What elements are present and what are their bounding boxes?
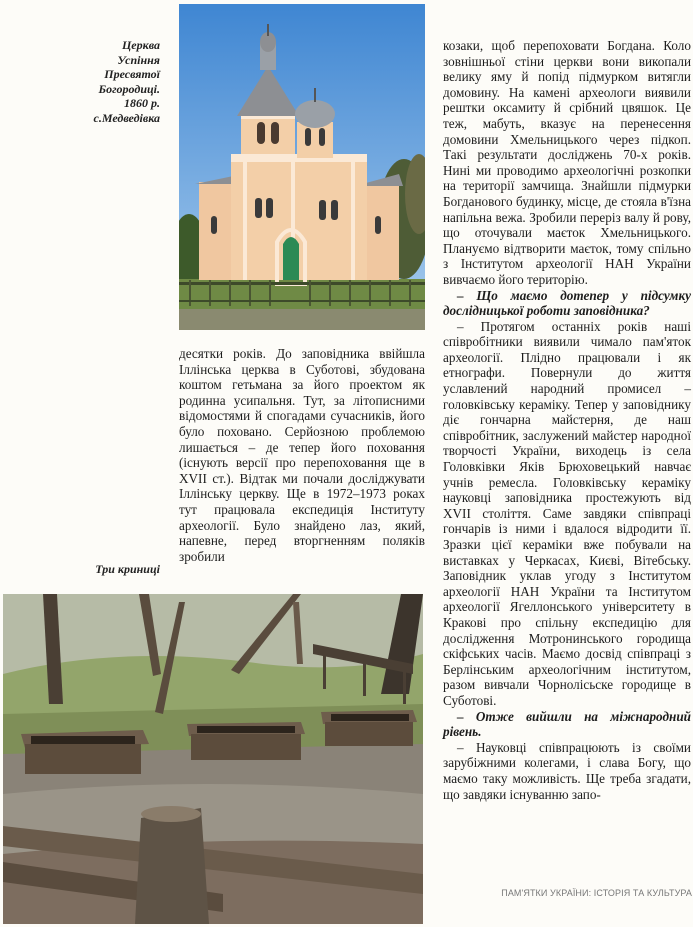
- caption-line: Пресвятої: [104, 67, 160, 81]
- church-photo: [179, 4, 425, 330]
- caption-line: Богородиці.: [98, 81, 160, 96]
- paragraph: козаки, щоб перепоховати Богдана. Коло зовнішньої стіни церкви вони викопали велику яму й попід підмурком витягли домовину. На камені археологи виявили рештки оксамиту й срібний цвяшок. Це теж, мабуть, вказує на перенесення домовини Хмельницького через підкоп. Такі результати досліджень 70-х років. Нині ми проводимо археологічні розкопки на території замчища. Знайшли підмурки Богданового будинку, місце, де стояла в'їзна напільна вежа. Зробили переріз валу й рову, що оточували маєток Хмельницького. Плануємо відтворити маєток, тому спільно з Інститутом археології НАН України вивчаємо його територію.: [443, 38, 691, 287]
- paragraph: – Науковці співпрацюють із своїми зарубіжними колегами, і слава Богу, що маємо таку можливість. Ще треба згадати, що завдяки існуванню запо-: [443, 739, 691, 802]
- church-photo-caption: [70, 38, 160, 125]
- caption-line: Успіння: [117, 52, 160, 67]
- caption-line: Церква: [121, 38, 160, 52]
- wells-photo-caption: Три криниці: [95, 562, 160, 576]
- wells-photo: [3, 594, 423, 924]
- caption-line: 1860 р.: [124, 96, 160, 110]
- interview-question: – Отже вийшли на міжнародний рівень.: [443, 708, 691, 740]
- interview-question: – Що маємо дотепер у підсумку дослідницької роботи заповідника?: [443, 287, 691, 319]
- paragraph: десятки років. До заповідника ввійшла Іллінська церква в Суботові, збудована коштом гетьмана за його проектом як родинна усипальня. Тут, за літописними відомостями й спогадами сучасників, його було поховано. Серйозною проблемою лишається – де тепер його поховання (існують версії про перепоховання ще в XVII ст.). Відтак ми почали досліджувати Іллінську церкву. Ще в 1972–1973 роках тут працювала експедиція Інституту археології. Було знайдено лаз, який, напевне, перед вторгненням поляків зробили: [179, 346, 425, 564]
- caption-line: с.Медведівка: [93, 110, 160, 125]
- paragraph: – Протягом останніх років наші співробітники виявили чимало пам'яток археології. Плідно працювали і як етнографи. Повернули до життя уславлений народний промисел – головківську кераміку. Тепер у заповіднику діє гончарна майстерня, де наш співробітник, заслужений майстер народної творчості України, виходець із села Головківки Яків Брюховецький навчає учнів ремесла. Головківську кераміку науковці заповідника простежують від XVII століття. Саме завдяки співпраці гончарів із ними і вдалося відродити її. Зразки цієї кераміки вже побували на виставках у Черкасах, Києві, Вітебську. Заповідник уклав угоду з Інститутом археології НАН України та Інститутом археології Ягеллонського університету в Кракові про спільну експедицію для дослідження Мотронинського городища скіфських часів. Маємо досвід співпраці з Берлінським археологічним інститутом, разом вивчали Чорнолісьске городище в Суботові.: [443, 318, 691, 708]
- right-text-column: [443, 38, 691, 802]
- running-footer: ПАМ'ЯТКИ УКРАЇНИ: ІСТОРІЯ ТА КУЛЬТУРА: [501, 888, 692, 898]
- middle-text-column: [179, 346, 425, 564]
